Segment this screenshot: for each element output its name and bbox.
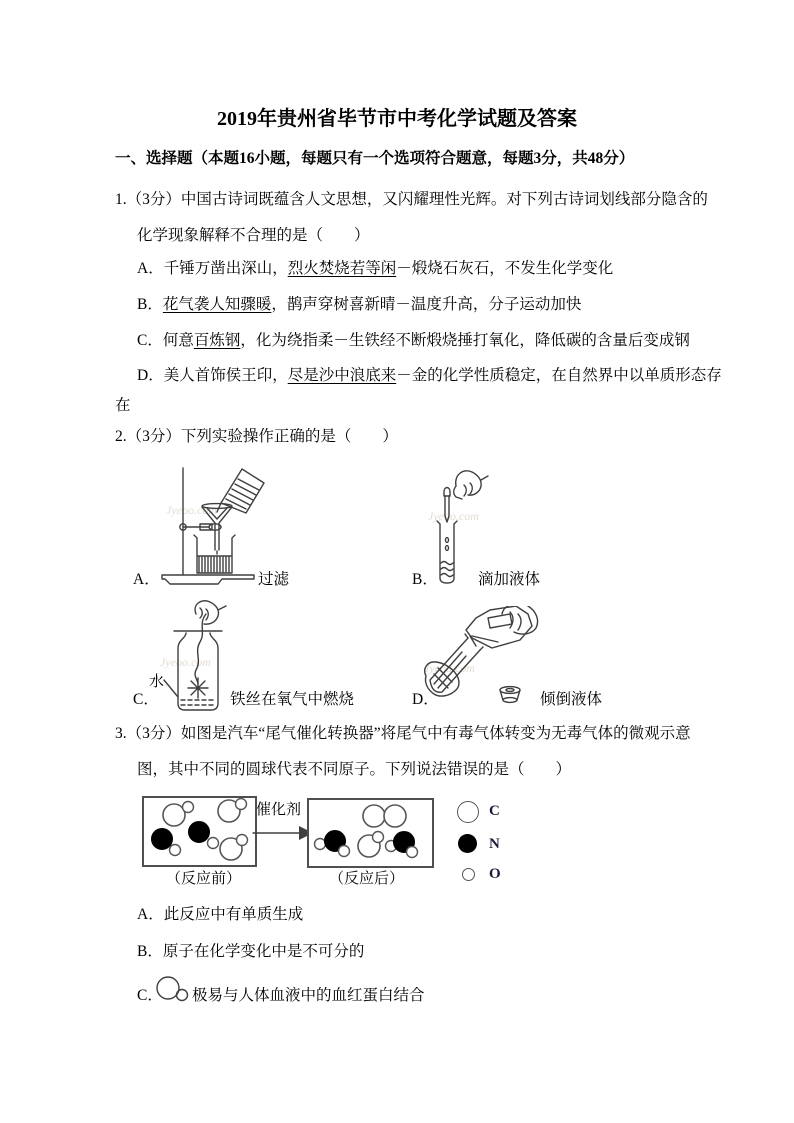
figure-d-letter: D． — [412, 691, 439, 708]
q3-option-c-text: 极易与人体血液中的血红蛋白结合 — [192, 987, 425, 1004]
hand-outline — [456, 471, 481, 495]
q1-option-b: B．花气袭人知骤暖，鹊声穿树喜新晴－温度升高，分子运动加快 — [137, 296, 582, 313]
before-caption: （反应前） — [166, 871, 242, 887]
q1-option-d: D．美人首饰侯王印，尽是沙中浪底来－金的化学性质稳定，在自然界中以单质形态存 — [137, 367, 722, 384]
legend-oxygen: O — [489, 866, 501, 882]
hand-outline — [502, 606, 538, 634]
hand-outline — [195, 601, 218, 624]
figure-d-caption: 倾倒液体 — [540, 691, 603, 708]
catalyst-label: 催化剂 — [256, 802, 302, 818]
q1-option-c: C．何意百炼钢，化为绕指柔－生铁经不断煅烧捶打氧化，降低碳的含量后变成钢 — [137, 332, 690, 349]
watermark: Jyeoo.com — [424, 661, 475, 675]
carbon-atom-icon — [457, 801, 479, 823]
co-molecule-icon — [153, 972, 193, 1006]
iron-wire-figure — [148, 600, 238, 715]
figure-c-caption: 铁丝在氧气中燃烧 — [230, 691, 355, 708]
q1-option-a: A．千锤万凿出深山，烈火焚烧若等闲－煅烧石灰石，不发生化学变化 — [137, 260, 614, 277]
q3-stem-line1: 3.（3分）如图是汽车“尾气催化转换器”将尾气中有毒气体转变为无毒气体的微观示意 — [115, 725, 691, 742]
after-caption: （反应后） — [329, 871, 405, 887]
q3-option-b: B．原子在化学变化中是不可分的 — [137, 943, 365, 960]
after-reaction-box — [307, 798, 434, 868]
after-molecules — [309, 800, 428, 862]
q3-option-c-letter: C． — [137, 987, 163, 1004]
legend-nitrogen: N — [489, 836, 500, 852]
watermark: Jyeoo.com — [160, 655, 211, 669]
figure-b-caption: 滴加液体 — [478, 571, 541, 588]
section-heading: 一、选择题（本题16小题，每题只有一个选项符合题意，每题3分，共48分） — [115, 150, 635, 167]
figure-b-letter: B． — [412, 571, 438, 588]
q3-stem-line2: 图，其中不同的圆球代表不同原子。下列说法错误的是（ ） — [137, 761, 572, 778]
legend-carbon: C — [489, 803, 500, 819]
water-label: 水 — [149, 674, 165, 690]
before-molecules — [144, 798, 251, 861]
q1-stem-line2: 化学现象解释不合理的是（ ） — [137, 227, 370, 244]
figure-a-caption: 过滤 — [258, 571, 290, 588]
q1-option-d-overflow: 在 — [115, 397, 131, 414]
q1-stem-line1: 1.（3分）中国古诗词既蕴含人文思想，又闪耀理性光辉。对下列古诗词划线部分隐含的 — [115, 191, 708, 208]
figure-c-letter: C． — [133, 691, 159, 708]
q3-option-a: A．此反应中有单质生成 — [137, 906, 304, 923]
nitrogen-atom-icon — [458, 834, 477, 853]
watermark: Jyeoo.com — [428, 509, 479, 523]
oxygen-atom-icon — [462, 868, 475, 881]
q2-stem: 2.（3分）下列实验操作正确的是（ ） — [115, 428, 398, 445]
reaction-arrow — [251, 820, 315, 846]
before-reaction-box — [142, 796, 257, 867]
filtration-figure — [160, 463, 270, 585]
figure-a-letter: A． — [133, 571, 160, 588]
page-title: 2019年贵州省毕节市中考化学试题及答案 — [217, 108, 577, 130]
watermark: Jyeoo.com — [166, 503, 217, 517]
